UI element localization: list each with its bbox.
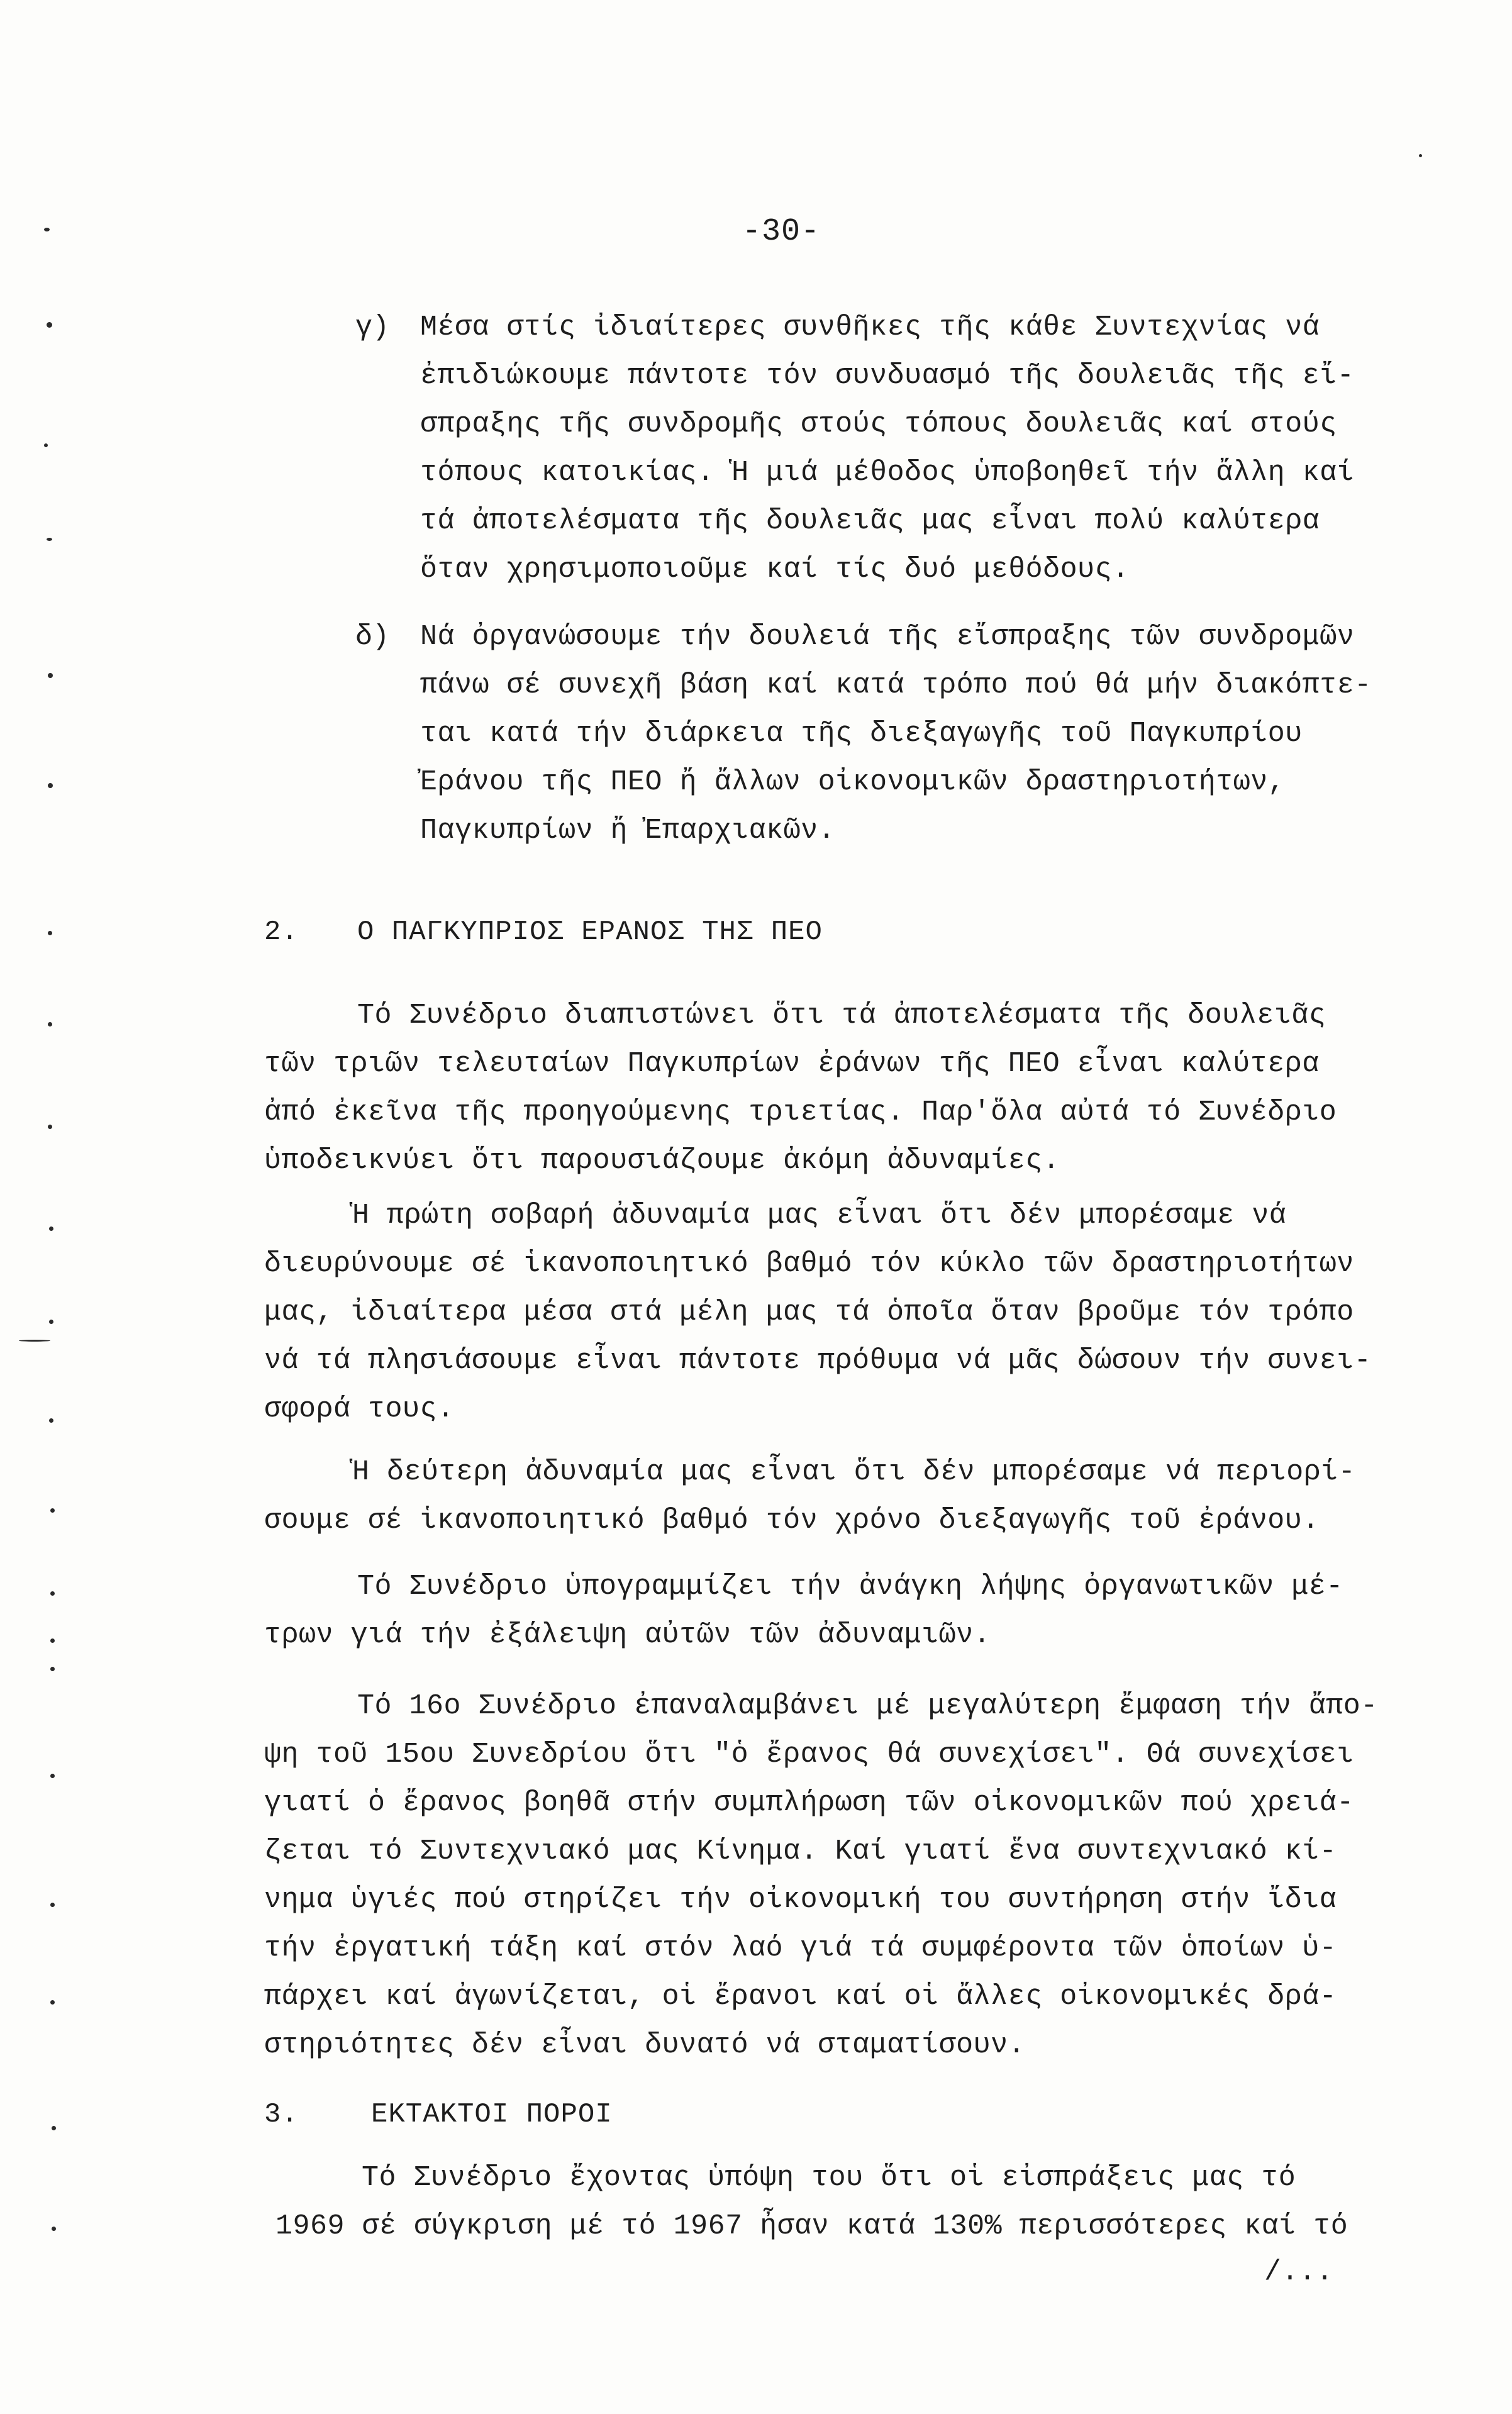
scan-speck [19, 1340, 50, 1342]
section-2-para-2-line-5: σφορά τους. [264, 1393, 455, 1425]
section-2-para-5-line-7: πάρχει καί ἀγωνίζεται, οἱ ἔρανοι καί οἱ ἄλλες οἰκονομικές δρά- [264, 1981, 1337, 2013]
scan-speck [50, 1638, 55, 1643]
scan-speck [48, 1125, 52, 1129]
section-2-para-5-line-1: Τό 16ο Συνέδριο ἐπαναλαμβάνει μέ μεγαλύτερη ἔμφαση τήν ἄπο- [357, 1690, 1378, 1722]
item-d-label: δ) [355, 621, 390, 653]
section-2-para-5-line-2: ψη τοῦ 15ου Συνεδρίου ὅτι "ὁ ἔρανος θά συνεχίσει". Θά συνεχίσει [264, 1738, 1354, 1771]
item-d-line-3: ται κατά τήν διάρκεια τῆς διεξαγωγῆς τοῦ Παγκυπρίου [420, 718, 1303, 750]
section-2-para-1-line-4: ὑποδεικνύει ὅτι παρουσιάζουμε ἀκόμη ἀδυναμίες. [264, 1145, 1060, 1177]
section-2-para-5-line-6: τήν ἐργατική τάξη καί στόν λαό γιά τά συμφέροντα τῶν ὁποίων ὑ- [264, 1932, 1337, 1964]
section-2-para-2-line-1: Ἡ πρώτη σοβαρή ἀδυναμία μας εἶναι ὅτι δέν μπορέσαμε νά [352, 1199, 1287, 1232]
scan-speck [50, 1667, 55, 1671]
section-2-para-1-line-3: ἀπό ἐκεῖνα τῆς προηγούμενης τριετίας. Παρ'ὅλα αὐτά τό Συνέδριο [264, 1096, 1337, 1128]
scan-speck [49, 1226, 53, 1231]
section-2-para-5-line-3: γιατί ὁ ἔρανος βοηθᾶ στήν συμπλήρωση τῶν οἰκονομικῶν πού χρειά- [264, 1787, 1354, 1819]
section-2-para-2-line-2: διευρύνουμε σέ ἱκανοποιητικό βαθμό τόν κύκλο τῶν δραστηριοτήτων [264, 1248, 1354, 1280]
scan-speck [47, 538, 52, 541]
scan-speck [50, 1774, 55, 1778]
scan-speck [50, 1591, 55, 1596]
section-2-para-4-line-1: Τό Συνέδριο ὑπογραμμίζει τήν ἀνάγκη λήψης ὀργανωτικῶν μέ- [357, 1571, 1343, 1603]
scan-speck [50, 1508, 55, 1513]
section-2-para-5-line-4: ζεται τό Συντεχνιακό μας Κίνημα. Καί γιατί ἕνα συντεχνιακό κί- [264, 1835, 1337, 1867]
section-2-number: 2. [264, 916, 299, 948]
item-g-line-1: Μέσα στίς ἰδιαίτερες συνθῆκες τῆς κάθε Συντεχνίας νά [420, 311, 1320, 343]
section-2-para-5-line-8: στηριότητες δέν εἶναι δυνατό νά σταματίσουν. [264, 2029, 1026, 2061]
scan-speck [52, 2126, 56, 2130]
scan-speck [48, 1022, 52, 1026]
scan-speck [48, 783, 53, 788]
item-g-line-4: τόπους κατοικίας. Ἡ μιά μέθοδος ὑποβοηθεῖ τήν ἄλλη καί [420, 457, 1355, 489]
section-2-title: Ο ΠΑΓΚΥΠΡΙΟΣ ΕΡΑΝΟΣ ΤΗΣ ΠΕΟ [357, 916, 823, 948]
item-g-line-2: ἐπιδιώκουμε πάντοτε τόν συνδυασμό τῆς δουλειᾶς τῆς εἴ- [420, 360, 1355, 392]
section-2-para-5-line-5: νημα ὑγιές πού στηρίζει τήν οἰκονομική του συντήρηση στήν ἴδια [264, 1884, 1337, 1916]
section-2-para-2-line-4: νά τά πλησιάσουμε εἶναι πάντοτε πρόθυμα νά μᾶς δώσουν τήν συνει- [264, 1345, 1372, 1377]
item-d-line-1: Νά ὀργανώσουμε τήν δουλειά τῆς εἴσπραξης τῶν συνδρομῶν [420, 621, 1355, 653]
section-2-para-4-line-2: τρων γιά τήν ἐξάλειψη αὐτῶν τῶν ἀδυναμιῶν. [264, 1619, 991, 1651]
scan-speck [49, 1320, 53, 1324]
section-2-para-3-line-2: σουμε σέ ἱκανοποιητικό βαθμό τόν χρόνο διεξαγωγῆς τοῦ ἐράνου. [264, 1505, 1320, 1537]
item-d-line-4: Ἐράνου τῆς ΠΕΟ ἤ ἄλλων οἰκονομικῶν δραστηριοτήτων, [420, 766, 1286, 798]
item-g-line-5: τά ἀποτελέσματα τῆς δουλειᾶς μας εἶναι πολύ καλύτερα [420, 505, 1320, 537]
item-d-line-2: πάνω σέ συνεχῆ βάση καί κατά τρόπο πού θά μήν διακόπτε- [420, 669, 1372, 701]
item-g-line-3: σπραξης τῆς συνδρομῆς στούς τόπους δουλειᾶς καί στούς [420, 408, 1337, 440]
scan-speck [1419, 154, 1422, 157]
section-2-para-2-line-3: μας, ἰδιαίτερα μέσα στά μέλη μας τά ὁποῖα ὅταν βροῦμε τόν τρόπο [264, 1296, 1354, 1328]
section-2-para-3-line-1: Ἡ δεύτερη ἀδυναμία μας εἶναι ὅτι δέν μπορέσαμε νά περιορί- [352, 1456, 1356, 1488]
section-3-number: 3. [264, 2099, 299, 2130]
section-2-para-1-line-1: Τό Συνέδριο διαπιστώνει ὅτι τά ἀποτελέσματα τῆς δουλειᾶς [357, 999, 1326, 1032]
scan-speck [44, 443, 48, 447]
scan-speck [50, 2000, 55, 2005]
item-g-line-6: ὅταν χρησιμοποιοῦμε καί τίς δυό μεθόδους. [420, 553, 1130, 586]
scan-speck [47, 322, 52, 328]
scan-speck [50, 1903, 55, 1907]
scan-speck [48, 673, 53, 678]
scan-speck [48, 931, 52, 935]
scan-speck [52, 2227, 56, 2231]
page-number: -30- [742, 214, 821, 250]
continuation-mark: /... [1264, 2256, 1334, 2288]
section-3-title: ΕΚΤΑΚΤΟΙ ΠΟΡΟΙ [371, 2099, 613, 2130]
scan-speck [49, 1418, 53, 1423]
section-3-para-1-line-2: 1969 σέ σύγκριση μέ τό 1967 ἦσαν κατά 130% περισσότερες καί τό [275, 2210, 1348, 2242]
item-g-label: γ) [355, 311, 390, 343]
section-2-para-1-line-2: τῶν τριῶν τελευταίων Παγκυπρίων ἐράνων τῆς ΠΕΟ εἶναι καλύτερα [264, 1048, 1320, 1080]
scan-speck [44, 228, 50, 231]
section-3-para-1-line-1: Τό Συνέδριο ἔχοντας ὑπόψη του ὅτι οἱ εἰσπράξεις μας τό [362, 2162, 1296, 2194]
item-d-line-5: Παγκυπρίων ἤ Ἐπαρχιακῶν. [420, 815, 836, 847]
